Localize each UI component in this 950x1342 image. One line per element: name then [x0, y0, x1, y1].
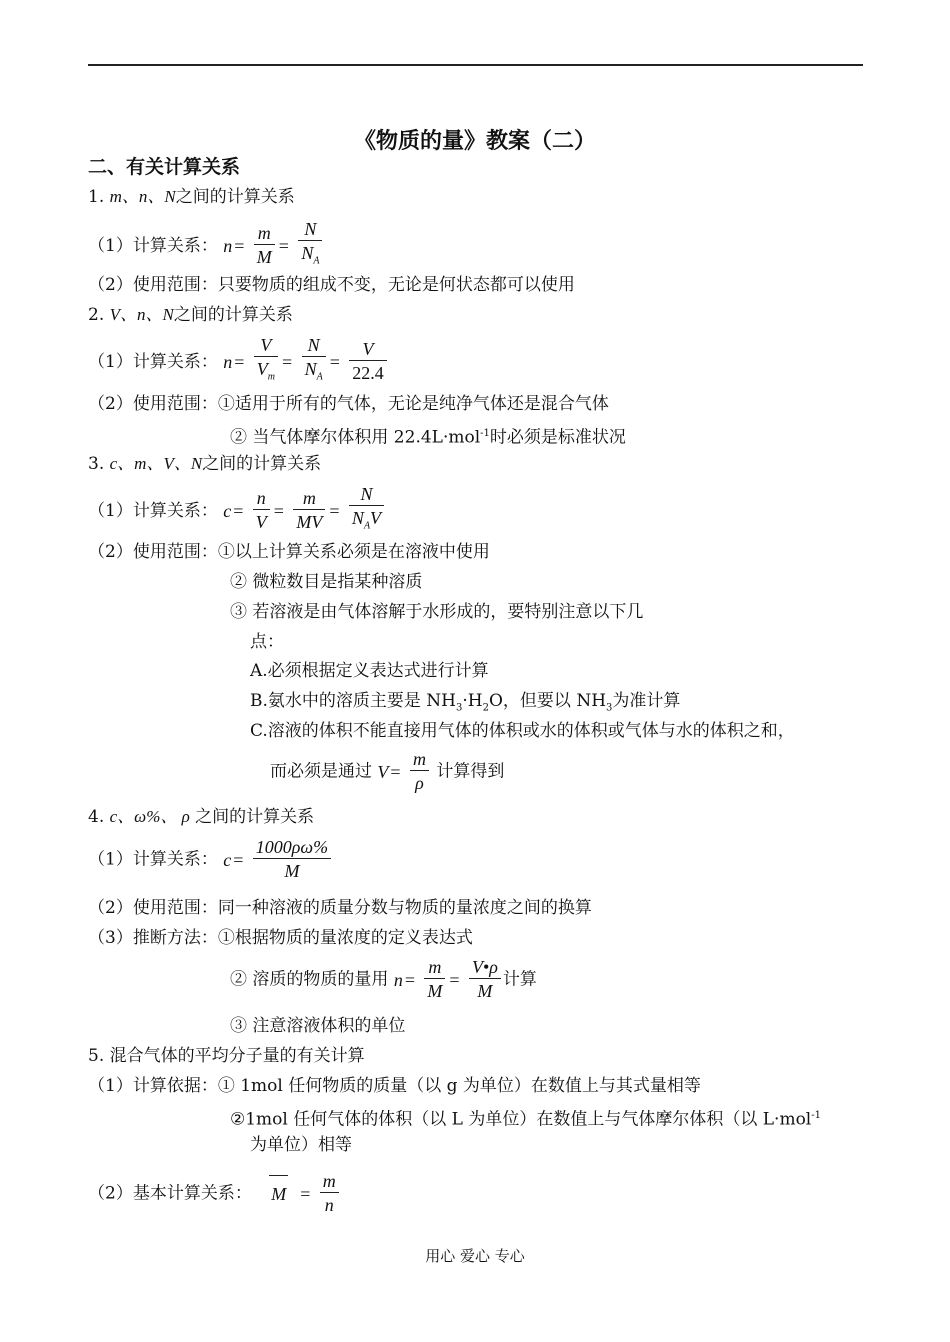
s3-fraction-rho: $\frac{m}{\rho}$: [410, 748, 429, 795]
s3-fraction-2: $\frac{m}{MV}$: [293, 487, 325, 534]
s3-scope-3: ③ 若溶液是由气体溶解于水形成的，要特别注意以下几: [230, 602, 644, 622]
s4-heading: 4. c、ω%、 ρ 之间的计算关系: [88, 807, 315, 827]
s3-heading: 3. c、m、V、N之间的计算关系: [88, 454, 322, 474]
header-rule: [88, 64, 863, 66]
s3-point-c: C.溶液的体积不能直接用气体的体积或水的体积或气体与水的体积之和，: [250, 721, 795, 741]
s5-basis-1: （1）计算依据：① 1mol 任何物质的质量（以 g 为单位）在数值上与其式量相等: [88, 1076, 701, 1096]
s1-fraction-1: $\frac{m}{M}$: [254, 222, 275, 269]
s2-heading: 2. V、n、N之间的计算关系: [88, 305, 293, 325]
s1-fraction-2: $\frac{N}{N_A}$: [298, 218, 322, 274]
s5-heading: 5. 混合气体的平均分子量的有关计算: [88, 1046, 365, 1066]
s3-point-c-formula: 而必须是通过 V = $\frac{m}{\rho}$ 计算得到: [270, 749, 505, 793]
s4-fraction: $\frac{1000\rho\omega\%}{M}$: [253, 836, 331, 883]
s4-method-fraction-1: $\frac{m}{M}$: [424, 956, 445, 1003]
document-title: 《物质的量》教案（二）: [353, 129, 596, 154]
s4-relation: （1）计算关系： c = $\frac{1000\rho\omega\%}{M}$: [88, 836, 333, 886]
s4-method-fraction-2: $\frac{V•\rho}{M}$: [469, 956, 501, 1003]
s3-point-a: A.必须根据定义表达式进行计算: [250, 661, 489, 681]
section-heading: 二、有关计算关系: [88, 156, 241, 178]
s3-scope-2: ② 微粒数目是指某种溶质: [230, 572, 423, 592]
s1-heading: 1. m、n、N之间的计算关系: [88, 187, 295, 207]
s2-relation: （1）计算关系： n = $\frac{V}{V_m}$ = $\frac{N}{N_A}$ = $\frac{V}{22.4}$: [88, 334, 389, 384]
s3-point-b: B.氨水中的溶质主要是 $NH_3\cdot H_2O$，但要以 $NH_3$为准计算: [250, 691, 681, 714]
s3-fraction-3: N $N_AV$: [349, 483, 384, 539]
s4-method-1: （3）推断方法：①根据物质的量浓度的定义表达式: [88, 928, 473, 948]
s3-scope-1: （2）使用范围：①以上计算关系必须是在溶液中使用: [88, 542, 490, 562]
s3-relation: （1）计算关系： c = $\frac{n}{V}$ = $\frac{m}{MV}$ = N $N_AV$: [88, 483, 386, 533]
s5-fraction: $\frac{m}{n}$: [320, 1170, 339, 1217]
s3-fraction-1: $\frac{n}{V}$: [253, 487, 270, 534]
s5-basis-2-cont: 为单位）相等: [250, 1135, 352, 1155]
s2-scope-1: （2）使用范围：①适用于所有的气体，无论是纯净气体还是混合气体: [88, 394, 609, 414]
page-footer: 用心 爱心 专心: [425, 1247, 525, 1265]
s5-mbar: M: [271, 1183, 287, 1204]
s3-scope-3-cont: 点：: [250, 632, 284, 652]
s2-fraction-3: $\frac{V}{22.4}$: [349, 338, 387, 385]
s5-basis-2: ②1mol 任何气体的体积（以 L 为单位）在数值上与气体摩尔体积（以 L·mol$^{-1}$: [230, 1109, 821, 1130]
s5-relation: （2）基本计算关系： M = $\frac{m}{n}$: [88, 1170, 341, 1220]
s2-fraction-1: $\frac{V}{V_m}$: [254, 334, 278, 390]
s4-method-3: ③ 注意溶液体积的单位: [230, 1016, 406, 1036]
s4-scope: （2）使用范围：同一种溶液的质量分数与物质的量浓度之间的换算: [88, 898, 592, 918]
s1-scope: （2）使用范围：只要物质的组成不变，无论是何状态都可以使用: [88, 275, 575, 295]
s1-relation: （1）计算关系： n = $\frac{m}{M}$ = $\frac{N}{N_A}$: [88, 218, 324, 268]
s4-method-2: ② 溶质的物质的量用 n = $\frac{m}{M}$ = $\frac{V•\rho}{M}$ 计算: [230, 957, 537, 1001]
s2-fraction-2: $\frac{N}{N_A}$: [302, 334, 326, 390]
s2-scope-2: ② 当气体摩尔体积用 22.4L·mol$^{-1}$时必须是标准状况: [230, 427, 626, 448]
